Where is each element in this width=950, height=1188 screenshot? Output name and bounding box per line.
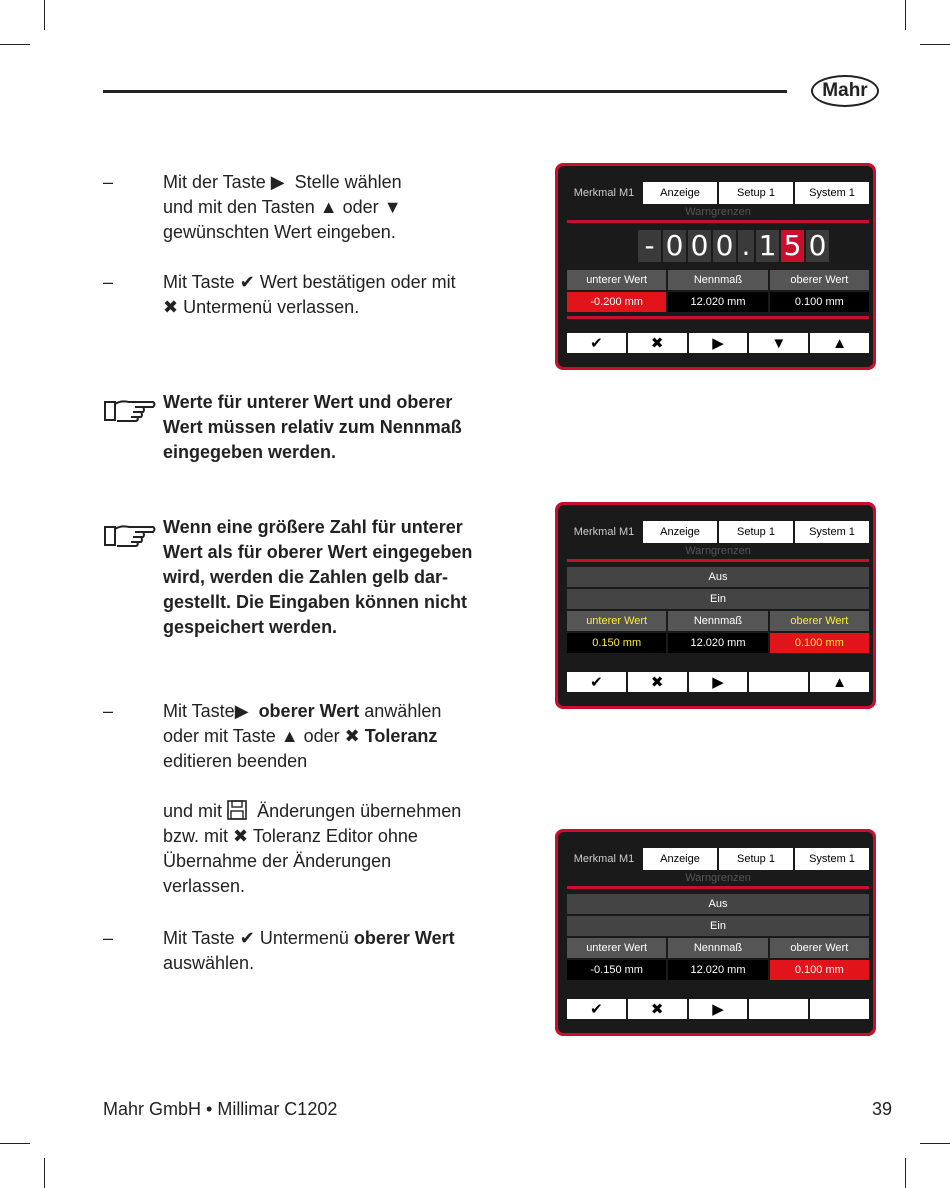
device-screen-1 <box>555 163 876 370</box>
crop-mark <box>0 44 30 45</box>
empty-button[interactable] <box>749 672 808 692</box>
tab-setup[interactable]: Setup 1 <box>719 848 793 870</box>
next-button[interactable]: ▶ <box>689 333 748 353</box>
note-2: Wenn eine größere Zahl für unterer Wert als für oberer Wert eingegeben wird, werden die Zahlen gelb dar- gestellt. Die Eingaben können nicht gespeichert werden. <box>163 517 473 637</box>
value-unterer-wert[interactable]: 0.150 mm <box>567 633 666 653</box>
tab-system[interactable]: System 1 <box>795 521 869 543</box>
header-oberer-wert: oberer Wert <box>770 270 869 290</box>
option-aus[interactable]: Aus <box>567 894 869 914</box>
confirm-button[interactable]: ✔ <box>567 672 626 692</box>
device-screen-2 <box>555 502 876 709</box>
play-icon: ▶ <box>270 172 285 192</box>
up-button[interactable]: ▲ <box>810 672 869 692</box>
crop-mark <box>44 0 45 30</box>
tab-setup[interactable]: Setup 1 <box>719 521 793 543</box>
digit[interactable]: - <box>638 230 661 262</box>
cross-icon: ✖ <box>233 826 249 846</box>
cross-icon: ✖ <box>163 297 179 317</box>
option-ein[interactable]: Ein <box>567 916 869 936</box>
tab-anzeige[interactable]: Anzeige <box>643 182 717 204</box>
check-icon: ✔ <box>239 928 255 948</box>
digit-editor[interactable] <box>638 230 831 262</box>
value-nennmass[interactable]: 12.020 mm <box>668 292 767 312</box>
tab-setup[interactable]: Setup 1 <box>719 182 793 204</box>
tab-merkmal[interactable]: Merkmal M1 <box>567 521 641 543</box>
screen-subtitle: Warngrenzen <box>567 870 869 889</box>
up-arrow-icon: ▲ <box>319 197 338 217</box>
bullet-dash: – <box>103 928 114 948</box>
digit[interactable]: 0 <box>713 230 736 262</box>
tab-merkmal[interactable]: Merkmal M1 <box>567 182 641 204</box>
tab-merkmal[interactable]: Merkmal M1 <box>567 848 641 870</box>
digit-selected[interactable]: 5 <box>781 230 804 262</box>
check-icon: ✔ <box>239 272 255 292</box>
next-button[interactable]: ▶ <box>689 672 748 692</box>
screen-subtitle: Warngrenzen <box>567 543 869 562</box>
bullet-dash: – <box>103 272 114 292</box>
digit[interactable]: 0 <box>688 230 711 262</box>
screen-subtitle: Warngrenzen <box>567 204 869 223</box>
note-1: Werte für unterer Wert und oberer Wert müssen relativ zum Nennmaß eingegeben werden. <box>163 392 462 462</box>
instruction-3: Mit Taste▶ oberer Wert anwählen oder mit Taste ▲ oder ✖ Toleranz editieren beenden und mit Änderungen übernehmen bzw. mit ✖ Toleranz Editor ohne Übernahme der Änderungen verlassen. <box>163 701 462 896</box>
cross-icon: ✖ <box>344 726 360 746</box>
header-nennmass: Nennmaß <box>668 938 767 958</box>
crop-mark <box>905 1158 906 1188</box>
value-oberer-wert[interactable]: 0.100 mm <box>770 633 869 653</box>
up-arrow-icon: ▲ <box>280 726 299 746</box>
bullet-dash: – <box>103 172 114 192</box>
instruction-4: Mit Taste ✔ Untermenü oberer Wert auswählen. <box>163 928 455 973</box>
value-oberer-wert[interactable]: 0.100 mm <box>770 960 869 980</box>
empty-button[interactable] <box>749 999 808 1019</box>
confirm-button[interactable]: ✔ <box>567 333 626 353</box>
header-oberer-wert: oberer Wert <box>770 611 869 631</box>
up-button[interactable]: ▲ <box>810 333 869 353</box>
next-button[interactable]: ▶ <box>689 999 748 1019</box>
digit[interactable]: 1 <box>756 230 779 262</box>
cancel-button[interactable]: ✖ <box>628 333 687 353</box>
tab-anzeige[interactable]: Anzeige <box>643 521 717 543</box>
decimal-point: . <box>738 230 754 262</box>
crop-mark <box>920 1143 950 1144</box>
play-icon: ▶ <box>234 701 249 721</box>
down-arrow-icon: ▼ <box>383 197 402 217</box>
cancel-button[interactable]: ✖ <box>628 672 687 692</box>
instruction-1: Mit der Taste ▶ Stelle wählen und mit den Tasten ▲ oder ▼ gewünschten Wert eingeben. <box>163 172 402 242</box>
value-unterer-wert[interactable]: -0.200 mm <box>567 292 666 312</box>
pointing-hand-icon <box>103 396 157 424</box>
digit[interactable]: 0 <box>663 230 686 262</box>
page-number: 39 <box>872 1099 893 1119</box>
header-oberer-wert: oberer Wert <box>770 938 869 958</box>
header-unterer-wert: unterer Wert <box>567 611 666 631</box>
tab-system[interactable]: System 1 <box>795 848 869 870</box>
digit[interactable]: 0 <box>806 230 829 262</box>
confirm-button[interactable]: ✔ <box>567 999 626 1019</box>
save-icon <box>227 800 247 820</box>
footer-company: Mahr GmbH • Millimar C1202 <box>103 1099 338 1119</box>
pointing-hand-icon <box>103 521 157 549</box>
header-rule <box>103 90 787 93</box>
value-nennmass[interactable]: 12.020 mm <box>668 960 767 980</box>
value-oberer-wert[interactable]: 0.100 mm <box>770 292 869 312</box>
cancel-button[interactable]: ✖ <box>628 999 687 1019</box>
bullet-dash: – <box>103 701 114 721</box>
header-unterer-wert: unterer Wert <box>567 270 666 290</box>
header-nennmass: Nennmaß <box>668 270 767 290</box>
header-unterer-wert: unterer Wert <box>567 938 666 958</box>
tab-anzeige[interactable]: Anzeige <box>643 848 717 870</box>
down-button[interactable]: ▼ <box>749 333 808 353</box>
option-ein[interactable]: Ein <box>567 589 869 609</box>
value-unterer-wert[interactable]: -0.150 mm <box>567 960 666 980</box>
crop-mark <box>0 1143 30 1144</box>
crop-mark <box>44 1158 45 1188</box>
header-nennmass: Nennmaß <box>668 611 767 631</box>
crop-mark <box>905 0 906 30</box>
value-nennmass[interactable]: 12.020 mm <box>668 633 767 653</box>
device-screen-3 <box>555 829 876 1036</box>
mahr-logo: Mahr <box>811 75 879 107</box>
option-aus[interactable]: Aus <box>567 567 869 587</box>
tab-system[interactable]: System 1 <box>795 182 869 204</box>
empty-button[interactable] <box>810 999 869 1019</box>
instruction-2: Mit Taste ✔ Wert bestätigen oder mit ✖ Untermenü verlassen. <box>163 270 493 320</box>
crop-mark <box>920 44 950 45</box>
